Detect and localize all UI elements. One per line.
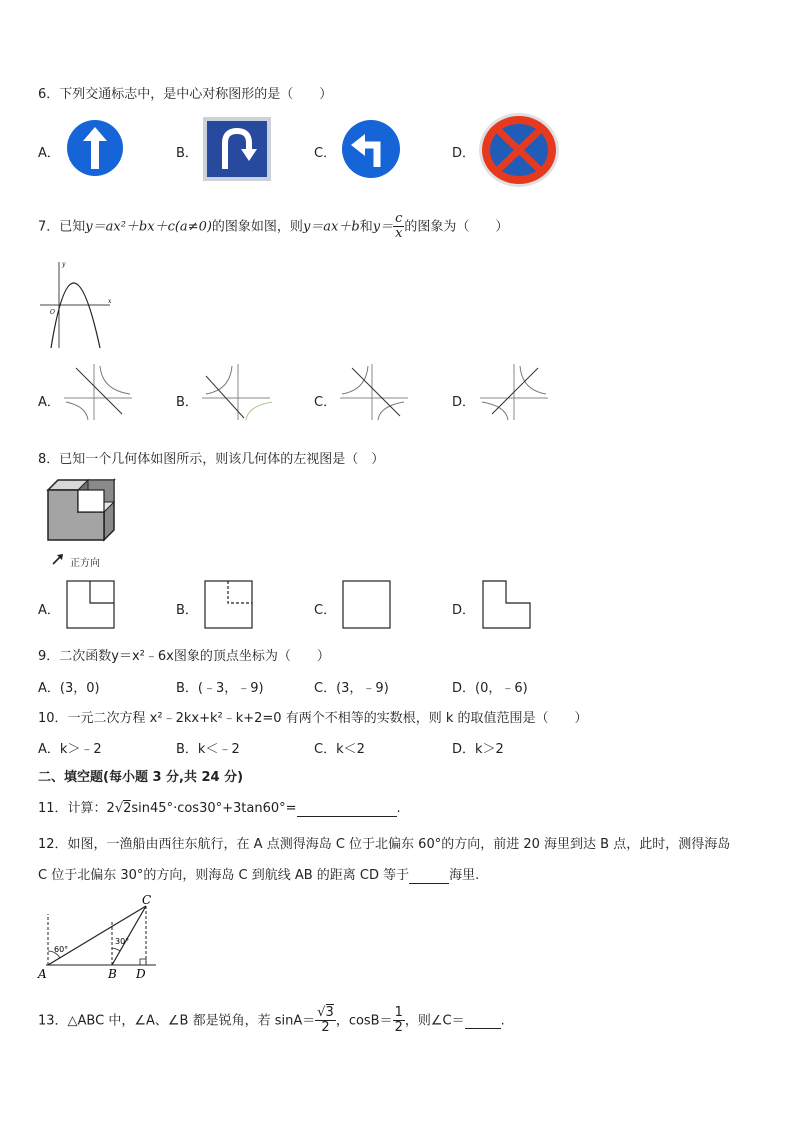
q12-point-b-label: B bbox=[108, 967, 117, 981]
question-12-line1: 12．如图，一渔船由西往东航行，在 A 点测得海岛 C 位于北偏东 60°的方向，前进 20 海里到达 B 点，此时，测得海岛 bbox=[38, 837, 731, 852]
q9-option-a: A．(3，0) bbox=[38, 681, 100, 696]
q7-option-d-label: D． bbox=[452, 395, 476, 410]
q8-option-a-label: A． bbox=[38, 603, 60, 618]
q10-option-b: B．k＜﹣2 bbox=[176, 742, 240, 757]
q13-cosb-den: 2 bbox=[394, 1020, 403, 1036]
question-10-stem: 10．一元二次方程 x²﹣2kx+k²﹣k+2=0 有两个不相等的实数根，则 k 的取值范围是（ ） bbox=[38, 711, 588, 726]
q12-angle-30-label: 30° bbox=[115, 937, 130, 946]
question-7-stem bbox=[38, 212, 508, 242]
q7-eq3-lhs: y＝ bbox=[372, 219, 394, 235]
question-12-line2 bbox=[38, 864, 479, 884]
q7-prefix: 7．已知 bbox=[38, 219, 86, 235]
q11-sqrt-arg: 2 bbox=[123, 801, 132, 816]
q7-eq2: y＝ax＋b bbox=[302, 219, 360, 235]
q8-front-direction-label: 正方向 bbox=[70, 558, 100, 569]
q11-end: . bbox=[396, 801, 401, 816]
q7-mid: 的图象如图，则 bbox=[211, 219, 303, 235]
q12-point-d-label: D bbox=[136, 967, 146, 981]
q7-graph-origin-label: O bbox=[50, 309, 55, 316]
q13-prefix: 13．△ABC 中，∠A、∠B 都是锐角，若 sinA＝ bbox=[38, 1013, 316, 1029]
q8-option-c-view bbox=[342, 580, 392, 634]
q7-graph-x-label: x bbox=[108, 298, 112, 305]
section-2-heading: 二、填空题(每小题 3 分,共 24 分) bbox=[38, 770, 244, 785]
question-8-stem: 8．已知一个几何体如图所示，则该几何体的左视图是（ ） bbox=[38, 452, 385, 467]
q7-option-a-graph bbox=[62, 362, 138, 426]
q12-angle-60-label: 60° bbox=[54, 945, 69, 954]
q9-option-c: C．(3，﹣9) bbox=[314, 681, 389, 696]
q13-cosb-fraction bbox=[393, 1006, 405, 1036]
question-9-stem: 9．二次函数y＝x²﹣6x图象的顶点坐标为（ ） bbox=[38, 649, 330, 664]
sqrt-symbol: √ bbox=[317, 1005, 326, 1020]
q13-sina-num: 3 bbox=[325, 1005, 334, 1020]
q12-triangle-figure bbox=[36, 893, 166, 990]
q7-option-b-graph bbox=[200, 362, 276, 426]
q8-option-d-view bbox=[482, 580, 532, 634]
q10-option-c: C．k＜2 bbox=[314, 742, 365, 757]
no-parking-sign-icon bbox=[478, 112, 560, 192]
q13-mid: ，cosB＝ bbox=[335, 1013, 393, 1029]
q12-line2-text: C 位于北偏东 30°的方向，则海岛 C 到航线 AB 的距离 CD 等于 bbox=[38, 868, 410, 883]
q6-option-c-label: C． bbox=[314, 146, 337, 161]
q8-solid-figure bbox=[44, 478, 118, 552]
q10-option-a: A．k＞﹣2 bbox=[38, 742, 102, 757]
q8-option-a-view bbox=[66, 580, 116, 634]
q9-option-b: B．(﹣3，﹣9) bbox=[176, 681, 264, 696]
q8-option-b-view bbox=[204, 580, 254, 634]
q12-line2-end: 海里. bbox=[449, 868, 480, 883]
q7-option-d-graph bbox=[478, 362, 554, 426]
q7-option-c-label: C． bbox=[314, 395, 337, 410]
q13-sina-den: 2 bbox=[321, 1020, 330, 1036]
q10-option-d: D．k＞2 bbox=[452, 742, 504, 757]
up-arrow-sign-icon bbox=[66, 119, 124, 181]
q7-eq1: y＝ax²＋bx＋c(a≠0) bbox=[85, 219, 212, 235]
q7-suffix: 的图象为（ ） bbox=[404, 219, 509, 235]
q12-point-a-label: A bbox=[38, 967, 47, 981]
q11-prefix: 11．计算：2 bbox=[38, 801, 115, 816]
q12-answer-blank[interactable] bbox=[409, 868, 449, 884]
question-13-stem bbox=[38, 1006, 505, 1036]
q8-option-b-label: B． bbox=[176, 603, 198, 618]
q13-end: . bbox=[500, 1013, 505, 1029]
q13-answer-blank[interactable] bbox=[465, 1013, 501, 1029]
q11-answer-blank[interactable] bbox=[297, 801, 397, 817]
q13-suffix: ，则∠C＝ bbox=[404, 1013, 465, 1029]
q7-option-b-label: B． bbox=[176, 395, 198, 410]
q7-option-c-graph bbox=[338, 362, 414, 426]
q11-expression: sin45°·cos30°+3tan60°= bbox=[131, 801, 297, 816]
question-6-stem: 6．下列交通标志中，是中心对称图形的是（ ） bbox=[38, 87, 333, 102]
q6-option-a-label: A． bbox=[38, 146, 60, 161]
q7-parabola-graph bbox=[38, 258, 118, 354]
q9-option-d: D．(0，﹣6) bbox=[452, 681, 528, 696]
q7-and: 和 bbox=[359, 219, 373, 235]
sqrt-symbol: √ bbox=[114, 801, 124, 816]
q7-option-a-label: A． bbox=[38, 395, 60, 410]
q13-sina-fraction bbox=[315, 1006, 336, 1036]
q7-graph-y-label: y bbox=[62, 261, 66, 268]
q6-option-d-label: D． bbox=[452, 146, 476, 161]
q13-cosb-num: 1 bbox=[394, 1005, 403, 1020]
q6-option-b-label: B． bbox=[176, 146, 198, 161]
turn-left-sign-icon bbox=[341, 119, 401, 183]
u-turn-sign-icon bbox=[203, 117, 271, 185]
q8-option-c-label: C． bbox=[314, 603, 337, 618]
q12-point-c-label: C bbox=[142, 893, 152, 907]
question-11-stem bbox=[38, 797, 401, 817]
arrow-icon bbox=[52, 553, 64, 569]
q7-eq3-fraction: $\frac{c}{x}$ bbox=[395, 211, 403, 242]
q8-option-d-label: D． bbox=[452, 603, 476, 618]
